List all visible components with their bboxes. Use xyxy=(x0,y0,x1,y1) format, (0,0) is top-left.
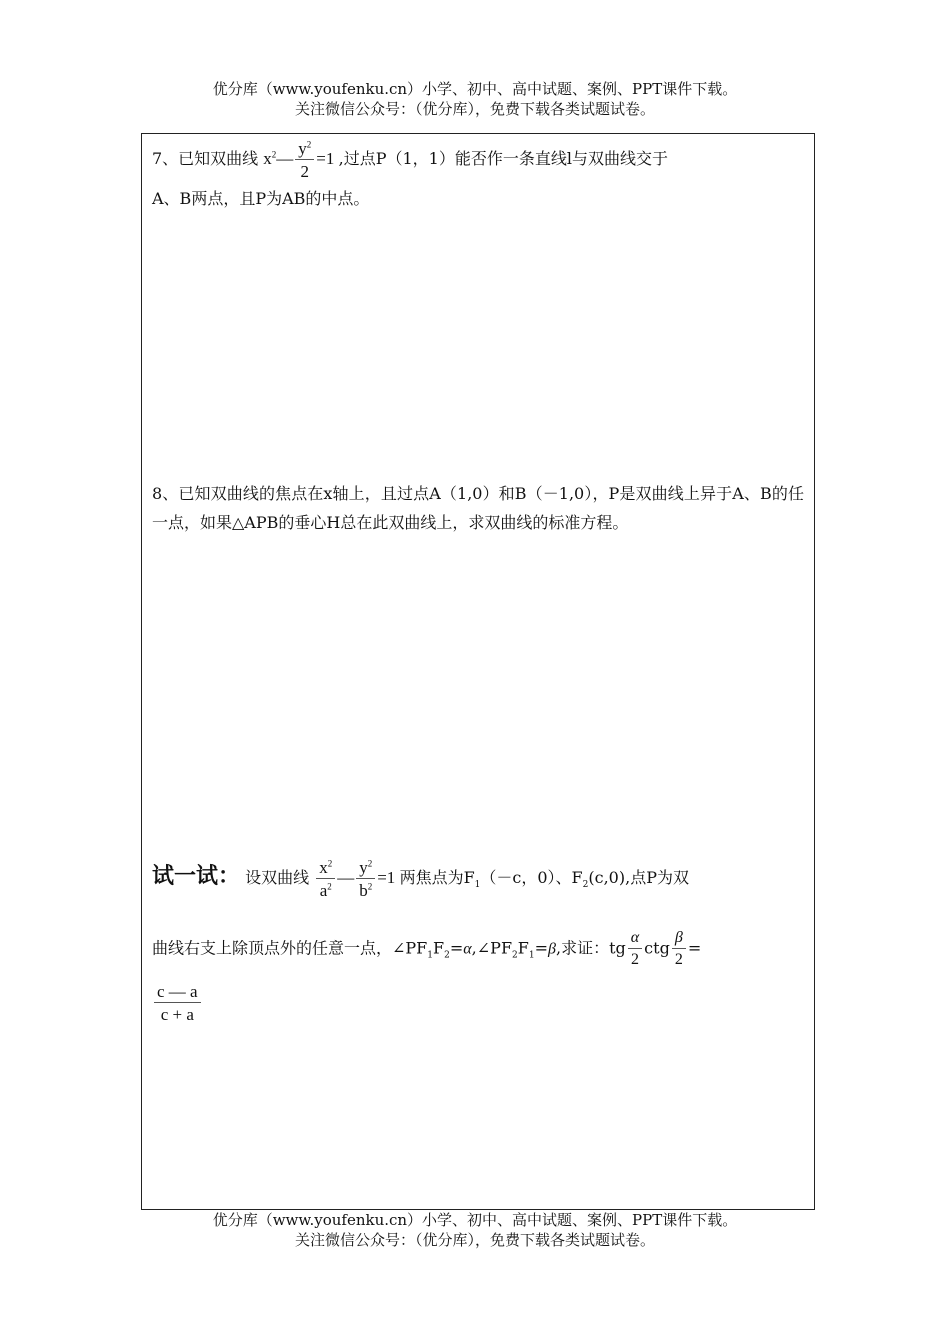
try-angle1-sub-b: 2 xyxy=(444,950,450,961)
try-intro: 设双曲线 xyxy=(245,867,310,887)
try-angle2-pre: ∠PF xyxy=(476,938,513,958)
try-frac-beta-num: β xyxy=(672,930,686,949)
q7-line-1 xyxy=(152,140,804,180)
try-angle1-mid: F xyxy=(433,938,445,958)
try-frac-beta xyxy=(672,930,686,968)
try-frac-x xyxy=(316,859,335,899)
try-rhs-den: c + a xyxy=(160,1004,194,1024)
question-8: 8、已知双曲线的焦点在x轴上，且过点A（1,0）和B（－1,0），P是双曲线上异于A、B的任一点，如果△APB的垂心H总在此双曲线上，求双曲线的标准方程。 xyxy=(152,484,804,532)
question-7 xyxy=(152,140,804,213)
try-f2-num: y xyxy=(359,858,368,877)
q7-fraction xyxy=(295,140,314,180)
try-minus: — xyxy=(337,867,355,887)
try-line-2 xyxy=(152,930,804,971)
try-angle2-sub-b: 1 xyxy=(528,950,535,961)
try-angle2-mid: F xyxy=(517,938,529,958)
try-frac-beta-den: 2 xyxy=(674,951,683,969)
try-rhs xyxy=(152,983,804,1023)
try-f1-den: a xyxy=(319,881,328,900)
try-f1-num-exp: 2 xyxy=(327,858,333,869)
try-foci-f2: (c,0),点P为双 xyxy=(588,867,689,887)
try-frac-y xyxy=(356,859,375,899)
try-label: 试一试： xyxy=(152,863,241,889)
q7-prefix: 7、已知双曲线 xyxy=(152,148,259,168)
q7-text-b: A、B两点，且P为AB的中点。 xyxy=(152,189,370,208)
try-foci-sub2: 2 xyxy=(582,880,589,891)
q7-frac-exp: 2 xyxy=(306,139,312,150)
try-ctg: ctg xyxy=(644,938,670,958)
q7-minus: — xyxy=(276,148,294,168)
try-line-1 xyxy=(152,859,804,900)
try-rhs-num: c — a xyxy=(154,983,201,1003)
q7-eq-one: =1 xyxy=(316,148,335,168)
try-foci-f1: （－c，0）、F xyxy=(480,867,583,887)
q7-x: x xyxy=(263,148,272,168)
header-line-1: 优分库（www.youfenku.cn）小学、初中、高中试题、案例、PPT课件下载。 xyxy=(212,80,738,98)
try-angle2-sub-a: 2 xyxy=(512,950,518,961)
try-eq-one: =1 xyxy=(377,867,396,887)
page-footer xyxy=(0,1210,950,1250)
try-equation xyxy=(314,858,399,900)
q7-frac-num: y xyxy=(298,139,307,158)
try-angle2-eq: = xyxy=(534,938,549,958)
try-comma: , xyxy=(471,938,477,958)
try-line2-a: 曲线右支上除顶点外的任意一点，∠PF xyxy=(152,938,428,958)
try-f1-den-exp: 2 xyxy=(327,881,332,892)
q7-frac-den: 2 xyxy=(300,162,310,181)
try-f2-num-exp: 2 xyxy=(367,858,373,869)
q7-exp: 2 xyxy=(271,149,277,160)
q7-text-a: ,过点P（1，1）能否作一条直线l与双曲线交于 xyxy=(338,148,668,168)
try-rhs-fraction xyxy=(154,983,201,1023)
try-final-eq: = xyxy=(687,938,702,958)
q7-equation xyxy=(263,139,338,181)
try-alpha: α xyxy=(463,940,472,958)
try-angle1-sub-a: 1 xyxy=(427,950,434,961)
try-frac-alpha-den: 2 xyxy=(630,951,639,969)
try-f2-den: b xyxy=(359,881,368,900)
try-frac-alpha xyxy=(628,930,642,968)
try-frac-alpha-num: α xyxy=(628,930,642,949)
footer-line-1: 优分库（www.youfenku.cn）小学、初中、高中试题、案例、PPT课件下载。 xyxy=(212,1211,738,1229)
header-line-2: 关注微信公众号：（优分库），免费下载各类试题试卷。 xyxy=(294,100,655,118)
try-foci-sub1: 1 xyxy=(474,880,481,891)
content-box xyxy=(141,133,815,1210)
try-f1-num: x xyxy=(319,858,328,877)
try-beta: β xyxy=(548,940,556,958)
footer-line-2: 关注微信公众号：（优分库），免费下载各类试题试卷。 xyxy=(294,1231,655,1249)
try-prove: ,求证：tg xyxy=(556,938,626,958)
try-angle1-eq: = xyxy=(449,938,464,958)
try-section xyxy=(152,859,804,1023)
page-header xyxy=(0,79,950,119)
try-foci-text: 两焦点为F xyxy=(399,867,475,887)
try-f2-den-exp: 2 xyxy=(367,881,373,892)
